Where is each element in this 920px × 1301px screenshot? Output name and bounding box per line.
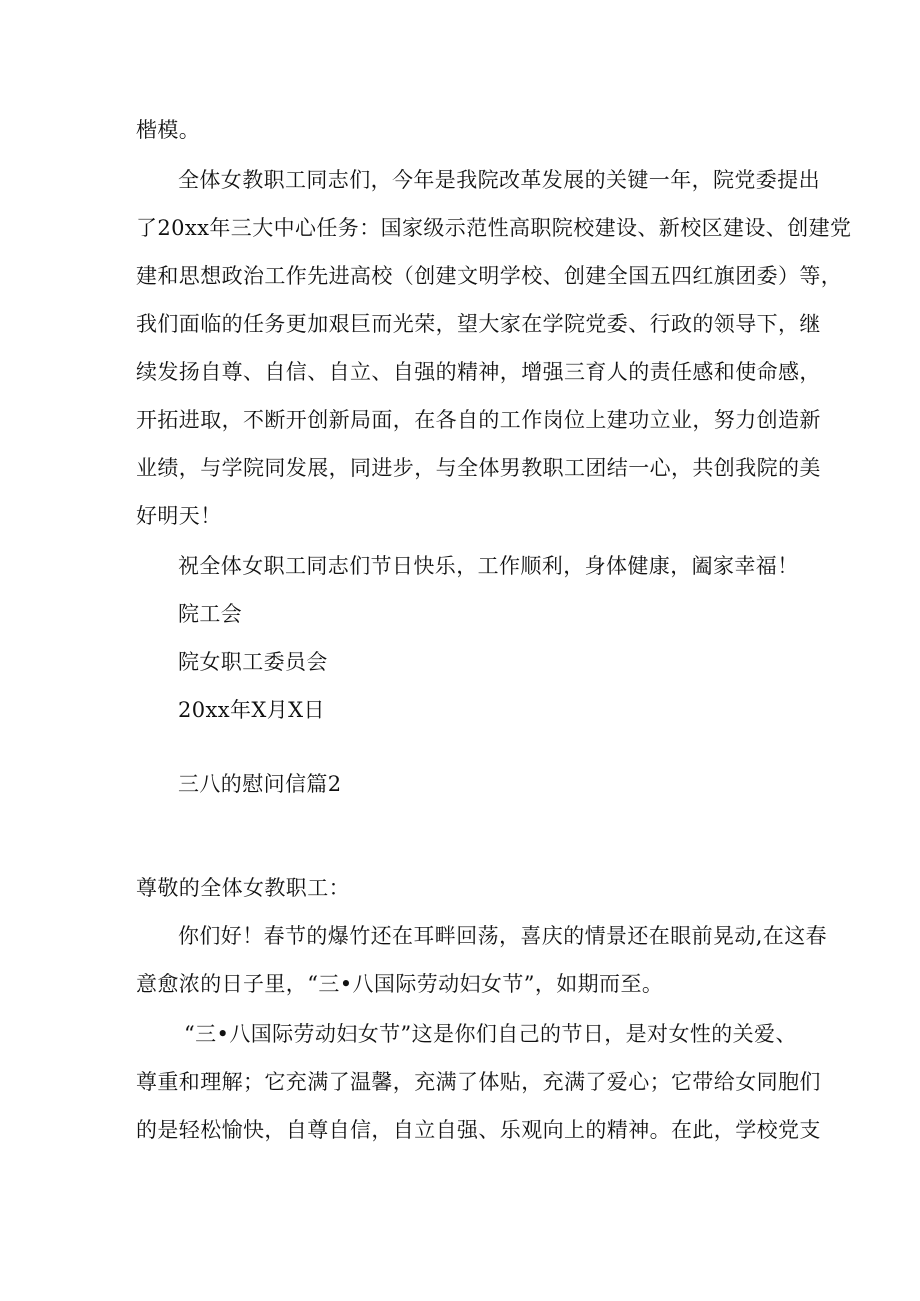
paragraph-line: 建和思想政治工作先进高校（创建文明学校、创建全国五四红旗团委）等， xyxy=(136,264,843,288)
paragraph-line: 你们好！春节的爆竹还在耳畔回荡，喜庆的情景还在眼前晃动,在这春 xyxy=(178,924,828,948)
paragraph-line: 的是轻松愉快，自尊自信，自立自强、乐观向上的精神。在此，学校党支 xyxy=(136,1118,821,1142)
wish-line: 祝全体女职工同志们节日快乐，工作顺利，身体健康，阖家幸福！ xyxy=(178,554,799,578)
paragraph-line: 开拓进取，不断开创新局面，在各自的工作岗位上建功立业，努力创造新 xyxy=(136,408,821,432)
paragraph-line: 尊重和理解；它充满了温馨，充满了体贴，充满了爱心；它带给女同胞们 xyxy=(136,1070,821,1094)
signature-committee: 院女职工委员会 xyxy=(178,650,328,674)
paragraph-line: 了20xx年三大中心任务：国家级示范性高职院校建设、新校区建设、创建党 xyxy=(136,216,852,240)
paragraph-line: 好明天！ xyxy=(136,504,222,528)
paragraph-line: “三•八国际劳动妇女节”这是你们自己的节日，是对女性的关爱、 xyxy=(184,1022,797,1046)
paragraph-line: 续发扬自尊、自信、自立、自强的精神，增强三育人的责任感和使命感， xyxy=(136,360,821,384)
paragraph-tail-line: 楷模。 xyxy=(136,118,201,142)
signature-union: 院工会 xyxy=(178,602,243,626)
section-title: 三八的慰问信篇2 xyxy=(178,772,342,796)
paragraph-line: 意愈浓的日子里，“三•八国际劳动妇女节”，如期而至。 xyxy=(136,972,664,996)
paragraph-line: 全体女教职工同志们，今年是我院改革发展的关键一年，院党委提出 xyxy=(178,168,820,192)
letter-date: 20xx年X月X日 xyxy=(178,698,325,722)
paragraph-line: 业绩，与学院同发展，同进步，与全体男教职工团结一心，共创我院的美 xyxy=(136,456,821,480)
paragraph-line: 我们面临的任务更加艰巨而光荣，望大家在学院党委、行政的领导下，继 xyxy=(136,312,821,336)
salutation: 尊敬的全体女教职工： xyxy=(136,876,350,900)
